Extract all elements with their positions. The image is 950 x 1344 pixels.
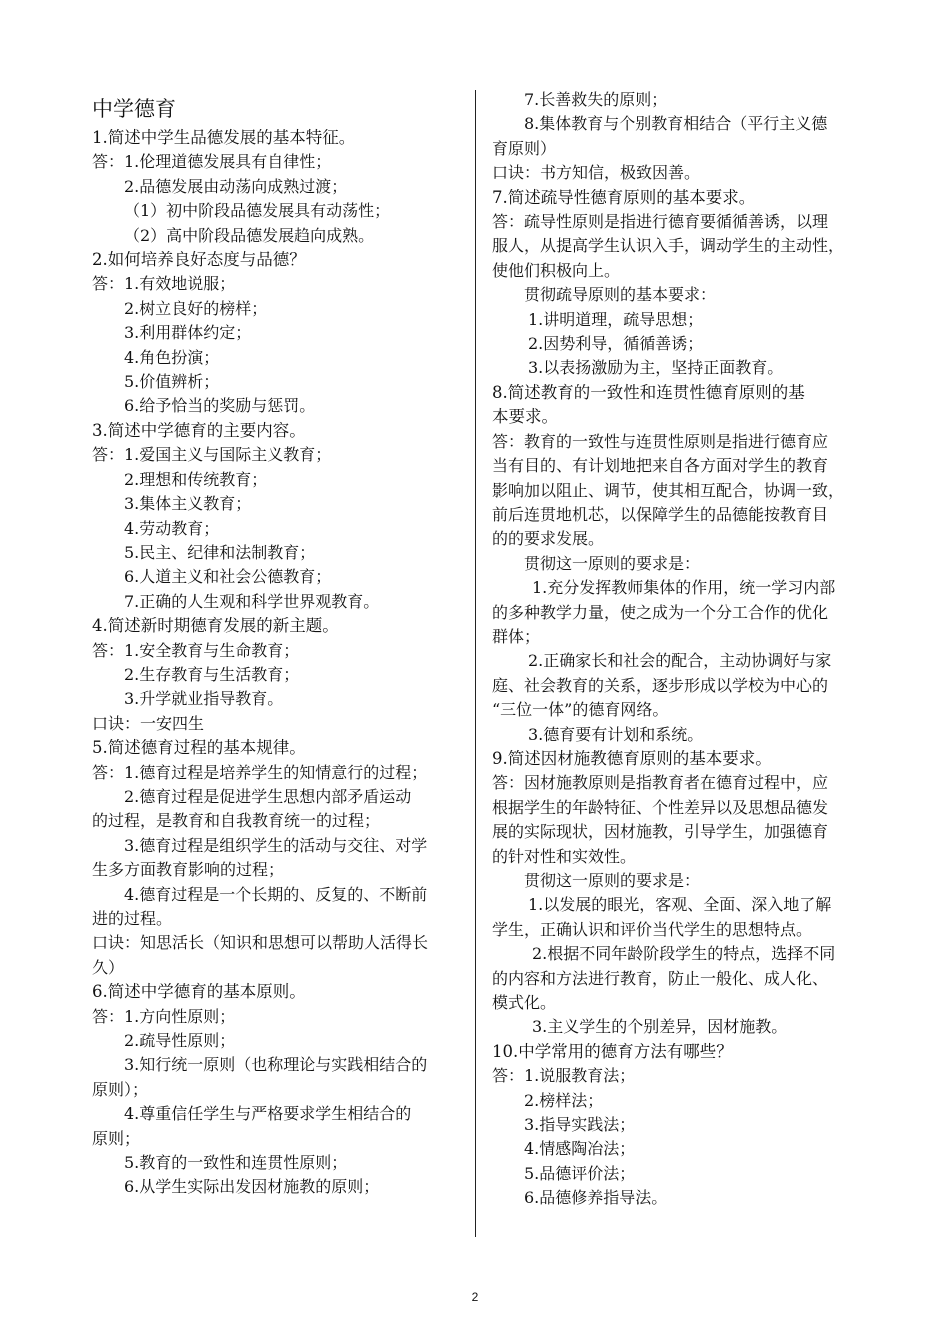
column-divider [475,90,476,1237]
text-line: 4.情感陶冶法； [524,1139,636,1159]
document-title: 中学德育 [92,97,176,121]
text-line: 当有目的、有计划地把来自各方面对学生的教育 [492,456,829,476]
text-line: 使他们积极向上。 [492,260,621,280]
text-line: 2.生存教育与生活教育； [124,664,300,684]
question-heading: 本要求。 [492,407,558,427]
text-line: 3.德育过程是组织学生的活动与交往、对学 [124,835,428,855]
text-line: 展的实际现状，因材施教，引导学生，加强德育 [492,822,829,842]
question-heading: 2.如何培养良好态度与品德？ [92,250,306,270]
text-line: 育原则） [492,138,557,158]
text-line: 贯彻这一原则的要求是： [524,871,701,890]
text-line: 3.指导实践法； [524,1115,636,1135]
text-line: 久） [92,957,125,977]
text-line: 2.树立良好的榜样； [124,298,268,318]
text-line: （1）初中阶段品德发展具有动荡性； [124,201,391,221]
left-column-text [92,126,464,1200]
text-line: （2）高中阶段品德发展趋向成熟。 [124,225,375,245]
text-line: 6.品德修养指导法。 [524,1188,668,1208]
question-heading: 1.简述中学生品德发展的基本特征。 [92,128,356,147]
text-line: 5.教育的一致性和连贯性原则； [124,1153,348,1173]
text-line: 的内容和方法进行教育，防止一般化、成人化、 [492,968,829,988]
text-line: 5.民主、纪律和法制教育； [124,542,316,562]
text-line: 8.集体教育与个别教育相结合（平行主义德 [524,114,828,134]
text-line: 前后连贯地机芯，以保障学生的品德能按教育目 [492,504,829,524]
text-line: 3.升学就业指导教育。 [124,689,284,709]
text-line: 的的要求发展。 [492,529,605,549]
text-line: 2.品德发展由动荡向成熟过渡； [124,176,348,196]
text-line: 2.正确家长和社会的配合，主动协调好与家 [528,651,832,671]
text-line: 答：教育的一致性与连贯性原则是指进行德育应 [492,431,829,451]
text-line: 2.根据不同年龄阶段学生的特点，选择不同 [532,944,836,964]
text-line: 学生，正确认识和评价当代学生的思想特点。 [492,919,813,939]
text-line: 6.给予恰当的奖励与惩罚。 [124,396,316,416]
text-line: 生多方面教育影响的过程； [92,860,285,880]
text-line: 答：因材施教原则是指教育者在德育过程中，应 [492,773,829,793]
text-line: 7.正确的人生观和科学世界观教育。 [124,591,380,611]
text-line: 3.利用群体约定； [124,323,252,343]
text-line: 3.集体主义教育； [124,494,252,514]
left-column [92,88,464,1200]
text-line: 2.因势利导，循循善诱； [528,334,704,354]
question-heading: 8.简述教育的一致性和连贯性德育原则的基 [492,382,805,402]
text-line: 贯彻这一原则的要求是： [524,553,701,573]
text-line: 答：1.爱国主义与国际主义教育； [92,445,332,465]
text-line: 贯彻疏导原则的基本要求： [524,285,717,305]
text-line: 答：1.德育过程是培养学生的知情意行的过程； [92,762,428,782]
question-heading: 4.简述新时期德育发展的新主题。 [92,616,339,636]
text-line: 5.价值辨析； [124,372,220,392]
text-line: 3.知行统一原则（也称理论与实践相结合的 [124,1055,428,1075]
page-number: 2 [471,1290,479,1304]
text-line: 口诀：书方知信，极致因善。 [492,163,701,183]
text-line: 答：1.方向性原则； [92,1006,236,1026]
text-line: 口诀：知思活长（知识和思想可以帮助人活得长 [92,933,429,953]
text-line: 影响加以阻止、调节，使其相互配合，协调一致， [492,480,845,500]
text-line: 原则）； [92,1079,149,1099]
text-line: “三位一体”的德育网络。 [492,700,669,720]
text-line: 答：1.安全教育与生命教育； [92,640,300,660]
text-line: 群体； [492,626,541,646]
text-line: 4.劳动教育； [124,518,220,538]
text-line: 答：1.伦理道德发展具有自律性； [92,152,332,172]
question-heading: 5.简述德育过程的基本规律。 [92,738,306,758]
text-line: 3.德育要有计划和系统。 [528,724,704,744]
question-heading: 7.简述疏导性德育原则的基本要求。 [492,187,756,207]
text-line: 7.长善救失的原则； [524,90,668,109]
text-line: 2.榜样法； [524,1090,604,1110]
text-line: 4.尊重信任学生与严格要求学生相结合的 [124,1104,412,1124]
question-heading: 10.中学常用的德育方法有哪些？ [492,1041,733,1061]
text-line: 2.疏导性原则； [124,1031,236,1051]
text-line: 6.人道主义和社会公德教育； [124,567,332,587]
text-line: 3.主义学生的个别差异，因材施教。 [532,1017,788,1037]
right-column-text [492,88,866,1211]
text-line: 的针对性和实效性。 [492,846,637,866]
text-line: 5.品德评价法； [524,1163,636,1183]
text-line: 根据学生的年龄特征、个性差异以及思想品德发 [492,797,829,817]
text-line: 模式化。 [492,993,557,1013]
text-line: 口诀：一安四生 [92,713,205,733]
text-line: 庭、社会教育的关系，逐步形成以学校为中心的 [492,675,829,695]
text-line: 2.德育过程是促进学生思想内部矛盾运动 [124,786,412,806]
text-line: 进的过程。 [92,909,173,928]
text-line: 2.理想和传统教育； [124,469,268,489]
text-line: 1.以发展的眼光，客观、全面、深入地了解 [528,895,832,915]
question-heading: 3.简述中学德育的主要内容。 [92,420,306,440]
text-line: 的过程，是教育和自我教育统一的过程； [92,811,381,831]
text-line: 答：疏导性原则是指进行德育要循循善诱，以理 [492,212,829,232]
right-column [492,88,866,1211]
text-line: 4.德育过程是一个长期的、反复的、不断前 [124,884,428,904]
question-heading: 9.简述因材施教德育原则的基本要求。 [492,748,772,768]
text-line: 答：1.有效地说服； [92,274,236,294]
text-line: 答：1.说服教育法； [492,1066,636,1086]
text-line: 3.以表扬激励为主，坚持正面教育。 [528,358,784,378]
text-line: 服人，从提高学生认识入手，调动学生的主动性， [492,236,845,256]
text-line: 的多种教学力量，使之成为一个分工合作的优化 [492,602,829,622]
text-line: 原则； [92,1128,141,1148]
question-heading: 6.简述中学德育的基本原则。 [92,982,306,1002]
text-line: 4.角色扮演； [124,347,220,367]
text-line: 1.充分发挥教师集体的作用，统一学习内部 [532,578,836,598]
text-line: 1.讲明道理，疏导思想； [528,309,704,329]
text-line: 6.从学生实际出发因材施教的原则； [124,1177,380,1197]
